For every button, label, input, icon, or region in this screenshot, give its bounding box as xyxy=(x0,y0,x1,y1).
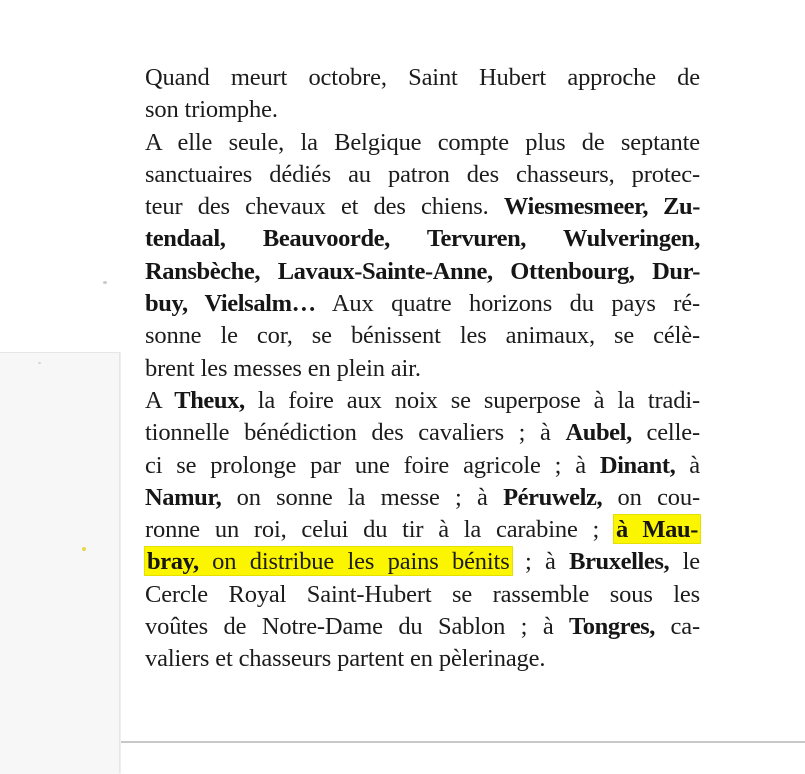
place-name: Bruxelles, xyxy=(569,548,670,576)
place-name: Ransbèche, Lavaux-Sainte-Anne, Ottenbourg, Dur- xyxy=(145,257,700,285)
scan-speck xyxy=(103,281,107,284)
text-line: valiers et chasseurs partent en pèlerinage. xyxy=(145,645,546,673)
place-name: Péruwelz, xyxy=(503,483,603,511)
highlighted-text xyxy=(614,515,700,543)
place-name: tendaal, Beauvoorde, Tervuren, Wulveringen, xyxy=(145,225,700,253)
page-bottom-edge xyxy=(121,741,805,743)
scan-speck xyxy=(38,362,41,364)
text-line: buy, Vielsalm… Aux quatre horizons du pays ré- xyxy=(145,290,700,318)
highlighted-text: bray, on distribue les pains bénits xyxy=(147,548,510,576)
text-line xyxy=(145,256,700,288)
text-line: son triomphe. xyxy=(145,96,278,124)
text-line: sanctuaires dédiés au patron des chasseurs, protec- xyxy=(145,160,700,188)
text-line: brent les messes en plein air. xyxy=(145,354,421,382)
place-name: bray, xyxy=(147,548,199,576)
text-line: sonne le cor, se bénissent les animaux, se célè- xyxy=(145,322,700,350)
place-name: Wiesmesmeer, Zu- xyxy=(503,193,700,221)
text-line: ci se prolonge par une foire agricole ; à Dinant, à xyxy=(145,451,700,479)
page-edge xyxy=(119,352,121,773)
place-name: buy, Vielsalm… xyxy=(145,290,316,318)
place-name: Theux, xyxy=(174,386,245,414)
text-line: bray, on distribue les pains bénits ; à Bruxelles, le xyxy=(147,548,701,576)
text-line xyxy=(145,223,700,255)
text-line: Quand meurt octobre, Saint Hubert approche de xyxy=(145,64,700,91)
text-line: Cercle Royal Saint-Hubert se rassemble sous les xyxy=(145,580,700,608)
text-line: A elle seule, la Belgique compte plus de septante xyxy=(145,128,700,156)
scan-speck xyxy=(82,547,86,551)
document-text xyxy=(145,62,715,676)
text-line: Namur, on sonne la messe ; à Péruwelz, on cou- xyxy=(145,483,700,511)
place-name: Tongres, xyxy=(569,613,656,641)
scan-background xyxy=(0,352,121,774)
place-name: à Mau- xyxy=(616,516,698,544)
text-line: teur des chevaux et des chiens. Wiesmesmeer, Zu- xyxy=(145,193,700,221)
text-line: tionnelle bénédiction des cavaliers ; à Aubel, celle- xyxy=(145,419,700,447)
place-name: Aubel, xyxy=(565,419,632,447)
text-line: A Theux, la foire aux noix se superpose à la tradi- xyxy=(145,386,700,414)
text-line: ronne un roi, celui du tir à la carabine ; à Mau- xyxy=(145,516,698,544)
text-line: voûtes de Notre-Dame du Sablon ; à Tongres, ca- xyxy=(145,613,700,641)
place-name: Dinant, xyxy=(599,451,676,479)
place-name: Namur, xyxy=(145,483,222,511)
